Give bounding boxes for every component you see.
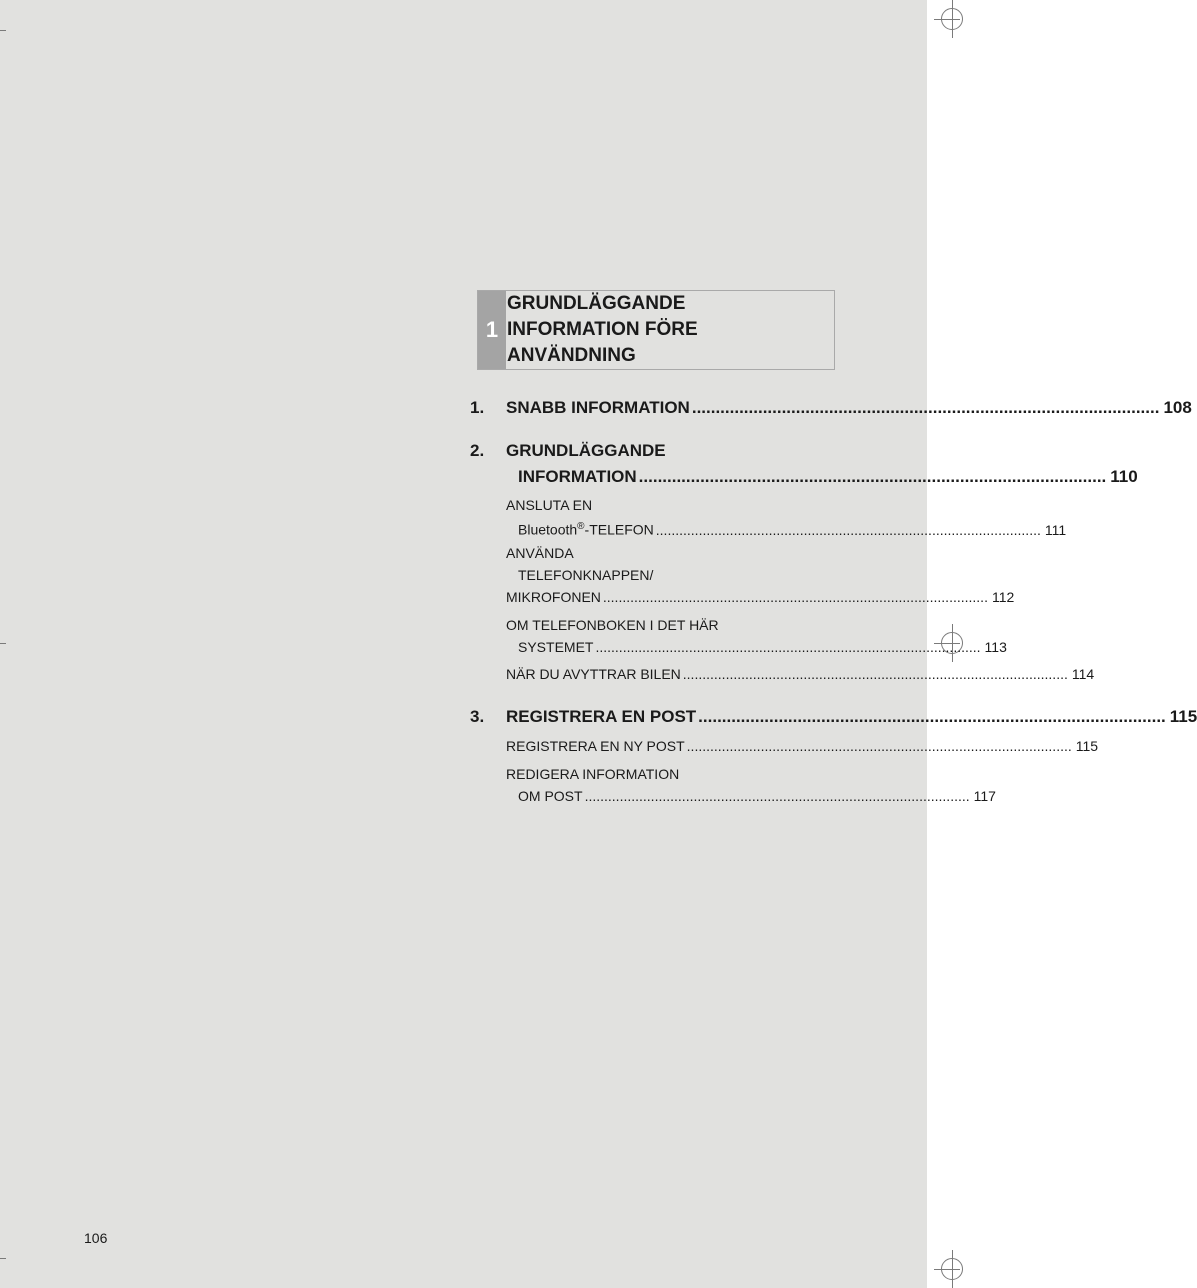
page-ref: 108 xyxy=(1163,398,1192,417)
item-title-cont: MIKROFONEN xyxy=(506,589,601,605)
item-title: REGISTRERA EN NY POST xyxy=(506,738,685,754)
chapter-title-line: GRUNDLÄGGANDE xyxy=(507,293,686,314)
section-title-cont: INFORMATION xyxy=(518,467,637,486)
item-title: REDIGERA INFORMATION xyxy=(506,766,680,782)
section-number: 2. xyxy=(470,441,485,460)
item-title-cont: Bluetooth®-TELEFON xyxy=(518,521,654,538)
item-title: ANVÄNDA xyxy=(506,545,574,561)
section-number: 3. xyxy=(470,707,485,726)
page-number: 106 xyxy=(84,1230,108,1246)
dot-leader: ................................................................................................... xyxy=(595,639,981,655)
chapter-title xyxy=(507,291,827,369)
page-ref: 115 xyxy=(1075,738,1099,754)
section-title: SNABB INFORMATION xyxy=(506,398,690,417)
crop-mark-bottom-h xyxy=(934,1269,960,1270)
toc-item[interactable] xyxy=(470,542,1015,608)
item-title: NÄR DU AVYTTRAR BILEN xyxy=(506,666,681,682)
toc-item[interactable] xyxy=(470,614,1007,658)
section-number: 1. xyxy=(470,398,485,417)
page-ref: 114 xyxy=(1071,666,1095,682)
chapter-header xyxy=(477,290,835,370)
toc-item[interactable] xyxy=(470,735,1099,757)
toc-section-3[interactable] xyxy=(470,704,1197,730)
dot-leader: ................................................................................................... xyxy=(602,589,988,605)
toc-section-1[interactable] xyxy=(470,395,1192,421)
item-title: ANSLUTA EN xyxy=(506,497,593,513)
chapter-number: 1 xyxy=(478,291,506,369)
chapter-title-line: INFORMATION FÖRE xyxy=(507,319,698,340)
page-ref: 113 xyxy=(984,639,1007,655)
page-ref: 110 xyxy=(1110,467,1138,486)
page-ref: 112 xyxy=(991,589,1015,605)
crop-mark-left-top xyxy=(0,30,6,31)
page-ref: 115 xyxy=(1169,707,1197,726)
dot-leader: ................................................................................................... xyxy=(682,666,1068,682)
section-title: GRUNDLÄGGANDE xyxy=(506,441,666,460)
dot-leader: ................................................................................................... xyxy=(584,788,970,804)
item-title-cont: TELEFONKNAPPEN/ xyxy=(518,567,654,583)
toc-item[interactable] xyxy=(470,663,1095,685)
section-title: REGISTRERA EN POST xyxy=(506,707,697,726)
item-title-cont: OM POST xyxy=(518,788,583,804)
toc-item[interactable] xyxy=(470,763,996,807)
crop-mark-left-mid xyxy=(0,643,6,644)
dot-leader: ................................................................................................... xyxy=(698,707,1166,726)
crop-mark-top-h xyxy=(934,19,960,20)
dot-leader: ................................................................................................... xyxy=(638,467,1107,486)
toc-item[interactable] xyxy=(470,494,1067,538)
chapter-title-line: ANVÄNDNING xyxy=(507,345,636,366)
crop-mark-left-bottom xyxy=(0,1258,6,1259)
dot-leader: ................................................................................................... xyxy=(691,398,1160,417)
page-ref: 117 xyxy=(973,788,996,804)
dot-leader: ................................................................................................... xyxy=(686,738,1072,754)
dot-leader: ................................................................................................... xyxy=(655,521,1041,538)
toc-section-2[interactable] xyxy=(470,438,1138,490)
item-title-cont: SYSTEMET xyxy=(518,639,594,655)
page-ref: 111 xyxy=(1044,521,1067,538)
item-title: OM TELEFONBOKEN I DET HÄR xyxy=(506,617,719,633)
